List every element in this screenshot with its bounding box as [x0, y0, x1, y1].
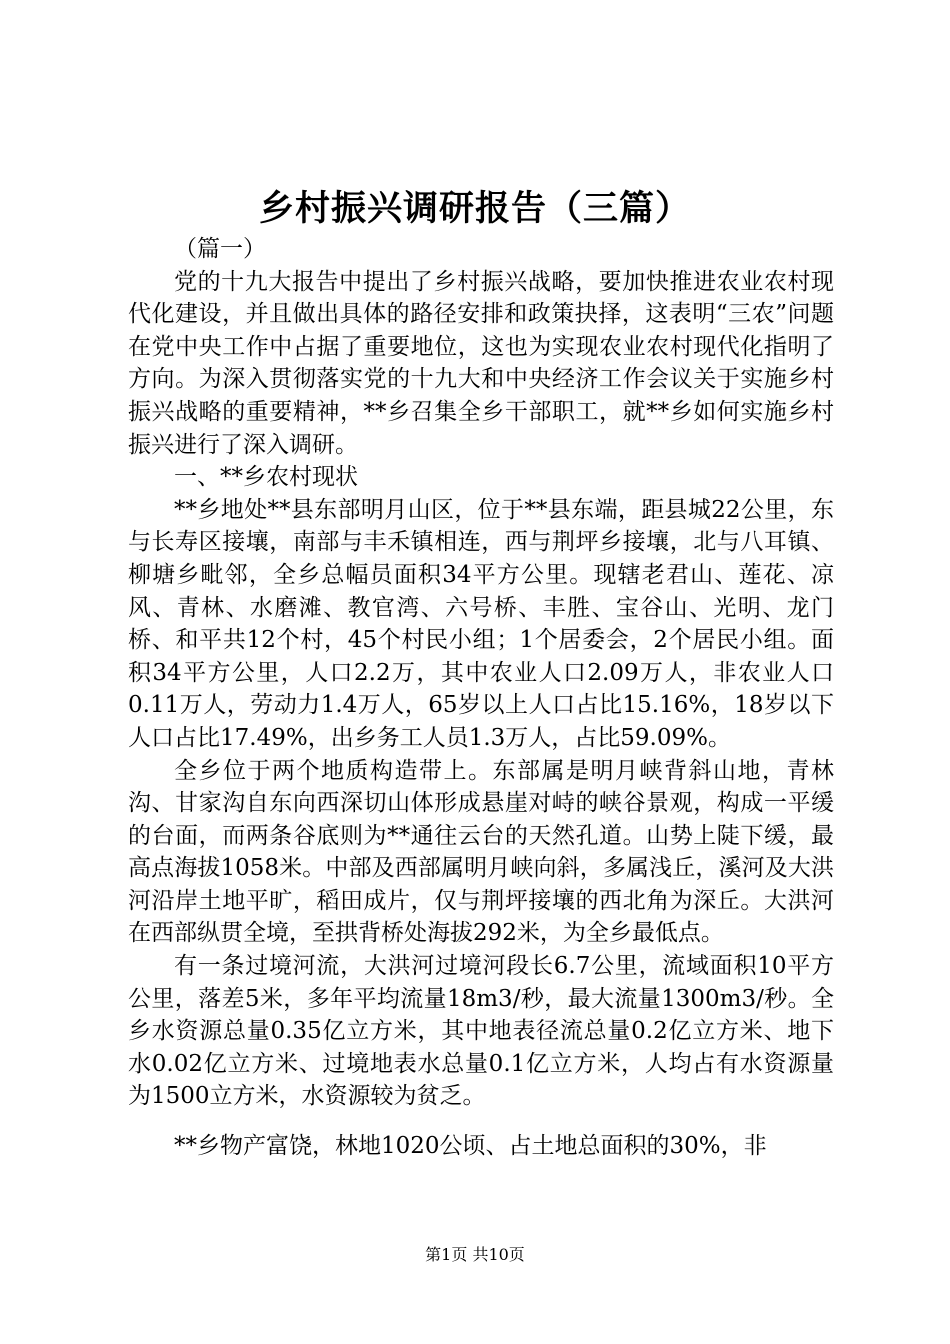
- paragraph-resources: **乡物产富饶，林地1020公顷、占土地总面积的30%，非: [174, 1133, 767, 1160]
- paragraph-intro: 党的十九大报告中提出了乡村振兴战略，要加快推进农业农村现代化建设，并且做出具体的路径安排和政策抉择，这表明“三农”问题在党中央工作中占据了重要地位，这也为实现农业农村现代化指明了方向。为深入贯彻落实党的十九大和中央经济工作会议关于实施乡村振兴战略的重要精神，**乡召集全乡干部职工，就**乡如何实施乡村振兴进行了深入调研。: [128, 268, 834, 458]
- document-title: 乡村振兴调研报告（三篇）: [258, 188, 691, 229]
- section-label: （篇一）: [174, 236, 266, 262]
- paragraph-location: **乡地处**县东部明月山区，位于**县东端，距县城22公里，东与长寿区接壤，南部与丰禾镇相连，西与荆坪乡接壤，北与八耳镇、柳塘乡毗邻，全乡总幅员面积34平方公里。现辖老君山、莲花、凉风、青林、水磨滩、教官湾、六号桥、丰胜、宝谷山、光明、龙门桥、和平共12个村，45个村民小组；1个居委会，2个居民小组。面积34平方公里，人口2.2万，其中农业人口2.09万人，非农业人口0.11万人，劳动力1.4万人，65岁以上人口占比15.16%，18岁以下人口占比17.49%，出乡务工人员1.3万人，占比59.09%。: [128, 496, 834, 751]
- page-footer: 第1页 共10页: [425, 1245, 525, 1264]
- paragraph-geology: 全乡位于两个地质构造带上。东部属是明月峡背斜山地，青林沟、甘家沟自东向西深切山体形成悬崖对峙的峡谷景观，构成一平缓的台面，而两条谷底则为**通往云台的天然孔道。山势上陡下缓，最高点海拔1058米。中部及西部属明月峡向斜，多属浅丘，溪河及大洪河沿岸土地平旷，稻田成片，仅与荆坪接壤的西北角为深丘。大洪河在西部纵贯全境，至拱背桥处海拔292米，为全乡最低点。: [128, 757, 834, 947]
- section-heading: 一、**乡农村现状: [174, 464, 358, 491]
- document-body: [128, 233, 834, 1163]
- paragraph-water: 有一条过境河流，大洪河过境河段长6.7公里，流域面积10平方公里，落差5米，多年平均流量18m3/秒，最大流量1300m3/秒。全乡水资源总量0.35亿立方米，其中地表径流总量0.2亿立方米、地下水0.02亿立方米、过境地表水总量0.1亿立方米，人均占有水资源量为1500立方米，水资源较为贫乏。: [128, 953, 834, 1110]
